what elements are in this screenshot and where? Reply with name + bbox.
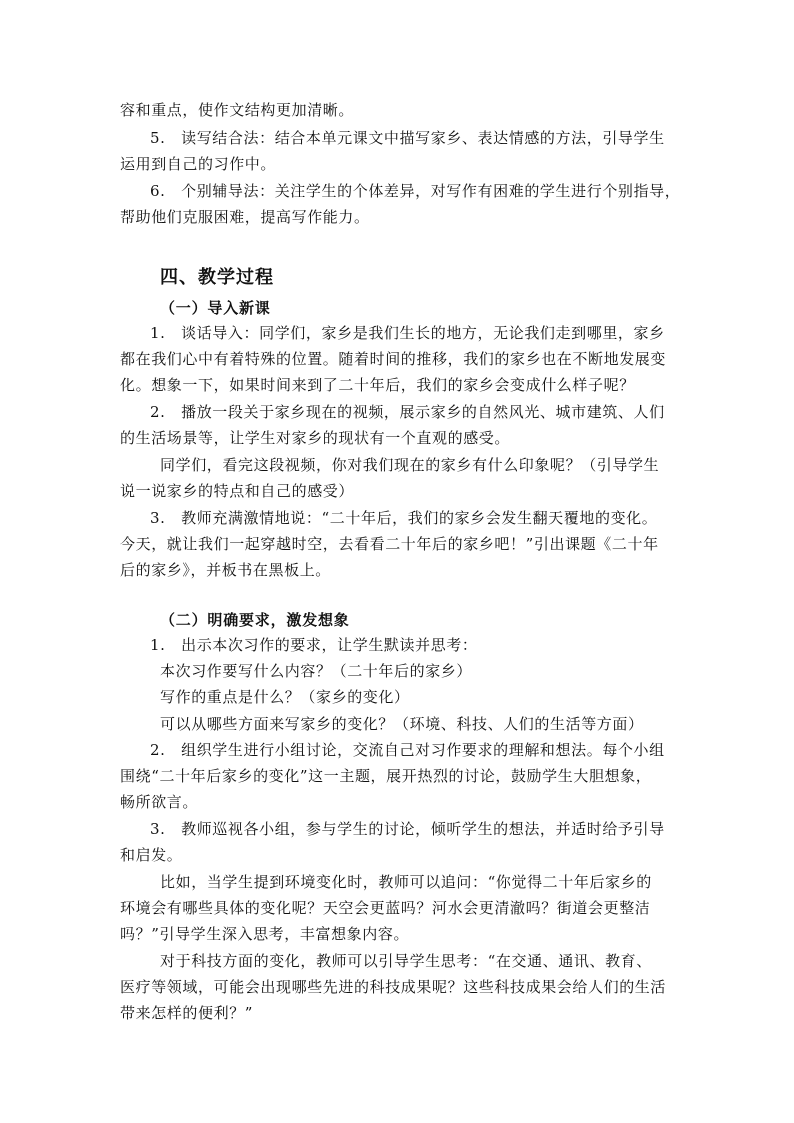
text-line: 同学们，看完这段视频，你对我们现在的家乡有什么印象呢？（引导学生 — [160, 456, 660, 474]
text-line: 都在我们心中有着特殊的位置。随着时间的推移，我们的家乡也在不断地发展变 — [120, 350, 667, 368]
method-5-line: 5. 读写结合法：结合本单元课文中描写家乡、表达情感的方法，引导学生 — [150, 129, 665, 147]
text-line: 后的家乡》，并板书在黑板上。 — [120, 561, 331, 579]
question-line: 可以从哪些方面来写家乡的变化？（环境、科技、人们的生活等方面） — [160, 715, 644, 733]
text-line: 对于科技方面的变化，教师可以引导学生思考：“在交通、通讯、教育、 — [160, 952, 652, 970]
text-line: 帮助他们克服困难，提高写作能力。 — [120, 208, 370, 226]
text-line: 化。想象一下，如果时间来到了二十年后，我们的家乡会变成什么样子呢？ — [120, 376, 635, 394]
text-line: 3. 教师充满激情地说：“二十年后，我们的家乡会发生翻天覆地的变化。 — [150, 509, 658, 527]
text-line: 的生活场景等，让学生对家乡的现状有一个直观的感受。 — [120, 429, 511, 447]
question-line: 写作的重点是什么？（家乡的变化） — [160, 688, 410, 706]
text-line: 环境会有哪些具体的变化呢？天空会更蓝吗？河水会更清澈吗？街道会更整洁 — [120, 899, 651, 917]
text-line: 医疗等领域，可能会出现哪些先进的科技成果呢？这些科技成果会给人们的生活 — [120, 978, 667, 996]
text-line: 带来怎样的便利？” — [120, 1004, 254, 1022]
question-line: 本次习作要写什么内容？（二十年后的家乡） — [160, 662, 473, 680]
text-line: 今天，就让我们一起穿越时空，去看看二十年后的家乡吧！”引出课题《二十年 — [120, 535, 659, 553]
text-line: 畅所欲言。 — [120, 793, 199, 811]
text-line: 和启发。 — [120, 846, 183, 864]
text-line: 1. 出示本次习作的要求，让学生默读并思考： — [150, 636, 478, 654]
text-line: 容和重点，使作文结构更加清晰。 — [120, 101, 355, 119]
text-line: 围绕“二十年后家乡的变化”这一主题，展开热烈的讨论，鼓励学生大胆想象， — [120, 767, 652, 785]
subsection-heading-requirements: （二）明确要求，激发想象 — [160, 611, 350, 629]
subsection-heading-intro: （一）导入新课 — [160, 299, 271, 317]
text-line: 吗？”引导学生深入思考，丰富想象内容。 — [120, 925, 410, 943]
text-line: 比如，当学生提到环境变化时，教师可以追问：“你觉得二十年后家乡的 — [160, 873, 652, 891]
text-line: 2. 播放一段关于家乡现在的视频，展示家乡的自然风光、城市建筑、人们 — [150, 403, 665, 421]
method-6-line: 6. 个别辅导法：关注学生的个体差异，对写作有困难的学生进行个别指导， — [150, 182, 681, 200]
section-heading-process: 四、教学过程 — [160, 267, 274, 288]
text-line: 3. 教师巡视各小组，参与学生的讨论，倾听学生的想法，并适时给予引导 — [150, 820, 665, 838]
text-line: 2. 组织学生进行小组讨论，交流自己对习作要求的理解和想法。每个小组 — [150, 741, 665, 759]
text-line: 1. 谈话导入：同学们，家乡是我们生长的地方，无论我们走到哪里，家乡 — [150, 324, 665, 342]
text-line: 运用到自己的习作中。 — [120, 155, 277, 173]
text-line: 说一说家乡的特点和自己的感受） — [120, 482, 355, 500]
